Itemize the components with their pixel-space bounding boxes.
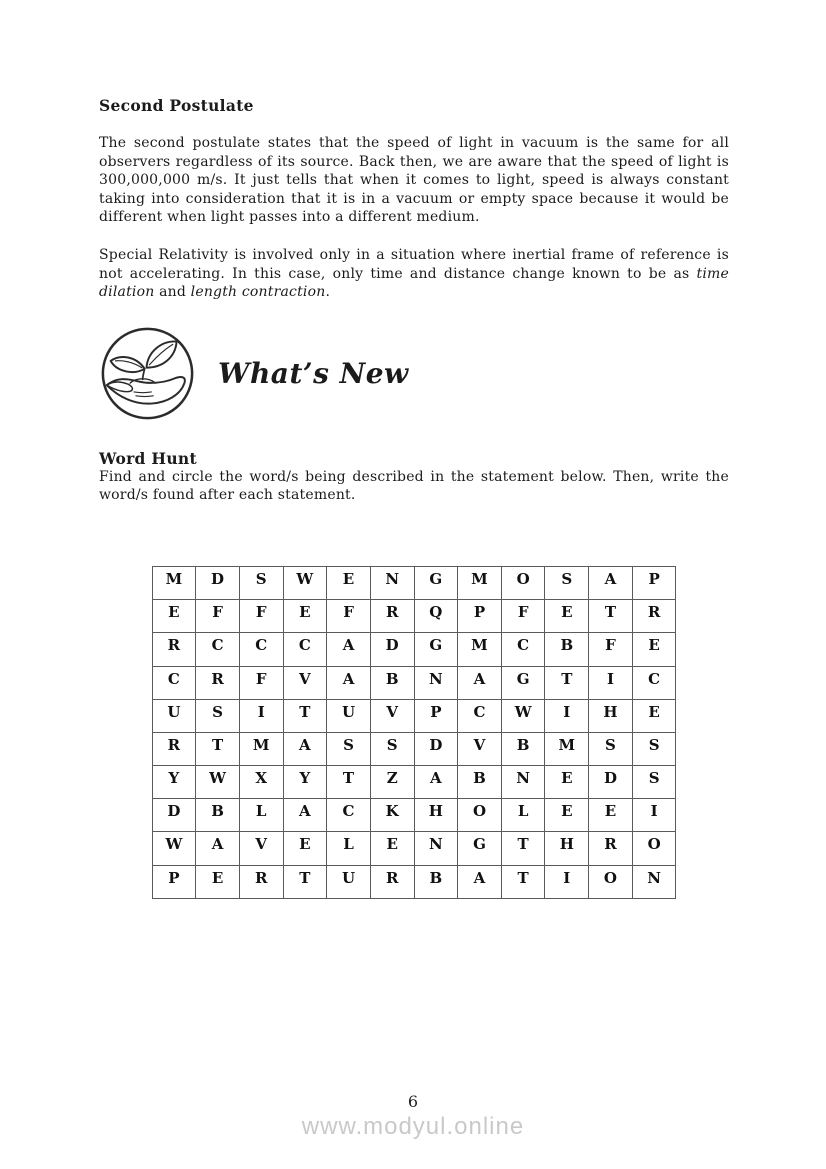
grid-cell: S: [632, 766, 676, 799]
grid-cell: S: [196, 699, 240, 732]
grid-cell: A: [283, 732, 327, 765]
grid-cell: O: [458, 799, 502, 832]
paragraph-text: and: [154, 284, 191, 301]
grid-cell: P: [414, 699, 458, 732]
grid-cell: A: [458, 865, 502, 898]
grid-cell: N: [501, 766, 545, 799]
grid-row: [152, 832, 676, 865]
grid-cell: P: [632, 566, 676, 599]
grid-row: [152, 600, 676, 633]
grid-cell: F: [239, 666, 283, 699]
word-hunt-instructions: Find and circle the word/s being described in the statement below. Then, write the word/s found after each statement.: [99, 468, 729, 504]
whats-new-header: [99, 325, 729, 422]
grid-cell: S: [327, 732, 371, 765]
grid-cell: A: [196, 832, 240, 865]
grid-cell: F: [501, 600, 545, 633]
grid-cell: C: [283, 633, 327, 666]
grid-cell: W: [196, 766, 240, 799]
grid-cell: I: [589, 666, 633, 699]
grid-cell: S: [589, 732, 633, 765]
grid-cell: R: [152, 732, 196, 765]
grid-cell: D: [196, 566, 240, 599]
grid-cell: R: [239, 865, 283, 898]
grid-cell: W: [501, 699, 545, 732]
paragraph-text: .: [325, 284, 331, 301]
grid-cell: T: [501, 832, 545, 865]
grid-cell: V: [458, 732, 502, 765]
grid-cell: O: [501, 566, 545, 599]
grid-cell: T: [589, 600, 633, 633]
grid-cell: F: [327, 600, 371, 633]
grid-cell: C: [152, 666, 196, 699]
grid-cell: F: [589, 633, 633, 666]
grid-row: [152, 799, 676, 832]
grid-cell: A: [458, 666, 502, 699]
grid-cell: X: [239, 766, 283, 799]
grid-cell: P: [458, 600, 502, 633]
paragraph-special-relativity: [99, 246, 729, 302]
grid-row: [152, 865, 676, 898]
grid-cell: C: [458, 699, 502, 732]
grid-cell: F: [196, 600, 240, 633]
grid-cell: U: [152, 699, 196, 732]
grid-cell: M: [458, 633, 502, 666]
grid-cell: M: [152, 566, 196, 599]
grid-cell: R: [370, 865, 414, 898]
grid-cell: B: [196, 799, 240, 832]
grid-cell: N: [414, 832, 458, 865]
grid-cell: E: [545, 766, 589, 799]
grid-cell: U: [327, 699, 371, 732]
grid-cell: V: [370, 699, 414, 732]
grid-cell: M: [545, 732, 589, 765]
grid-cell: W: [152, 832, 196, 865]
grid-cell: L: [239, 799, 283, 832]
grid-cell: S: [545, 566, 589, 599]
grid-cell: B: [414, 865, 458, 898]
italic-term-time-dilation: time dilation: [99, 265, 729, 301]
paragraph-text: Special Relativity is involved only in a situation where inertial frame of reference is not accelerating. In this case, only time and distance change known to be as: [99, 246, 729, 282]
grid-cell: E: [632, 633, 676, 666]
grid-cell: E: [283, 832, 327, 865]
grid-row: [152, 666, 676, 699]
grid-row: [152, 766, 676, 799]
hand-holding-seedling-icon: [99, 325, 196, 422]
word-search-grid: [152, 566, 677, 899]
italic-term-length-contraction: length contraction: [190, 284, 326, 301]
grid-cell: G: [458, 832, 502, 865]
grid-cell: D: [370, 633, 414, 666]
grid-cell: T: [545, 666, 589, 699]
grid-cell: E: [370, 832, 414, 865]
grid-cell: E: [152, 600, 196, 633]
whats-new-title: What’s New: [218, 356, 409, 390]
grid-cell: E: [283, 600, 327, 633]
grid-cell: E: [327, 566, 371, 599]
grid-cell: Y: [152, 766, 196, 799]
grid-cell: N: [370, 566, 414, 599]
grid-cell: G: [501, 666, 545, 699]
grid-cell: B: [545, 633, 589, 666]
grid-cell: A: [283, 799, 327, 832]
grid-cell: D: [414, 732, 458, 765]
section-heading: Second Postulate: [99, 96, 254, 115]
grid-cell: B: [501, 732, 545, 765]
grid-cell: I: [545, 865, 589, 898]
grid-cell: C: [239, 633, 283, 666]
grid-cell: R: [152, 633, 196, 666]
page-number: 6: [407, 1092, 419, 1111]
word-hunt-heading: Word Hunt: [99, 448, 197, 468]
grid-cell: V: [239, 832, 283, 865]
grid-cell: L: [327, 832, 371, 865]
grid-cell: V: [283, 666, 327, 699]
grid-row: [152, 633, 676, 666]
grid-cell: E: [545, 600, 589, 633]
grid-cell: I: [632, 799, 676, 832]
grid-cell: H: [414, 799, 458, 832]
grid-cell: S: [632, 732, 676, 765]
grid-cell: E: [589, 799, 633, 832]
grid-cell: Q: [414, 600, 458, 633]
grid-cell: I: [545, 699, 589, 732]
grid-cell: T: [501, 865, 545, 898]
grid-cell: Z: [370, 766, 414, 799]
grid-cell: N: [632, 865, 676, 898]
grid-cell: R: [589, 832, 633, 865]
grid-cell: T: [196, 732, 240, 765]
grid-cell: M: [458, 566, 502, 599]
grid-cell: H: [545, 832, 589, 865]
grid-cell: C: [327, 799, 371, 832]
grid-cell: T: [283, 865, 327, 898]
grid-cell: C: [196, 633, 240, 666]
grid-cell: D: [152, 799, 196, 832]
grid-row: [152, 699, 676, 732]
grid-cell: R: [196, 666, 240, 699]
grid-cell: T: [283, 699, 327, 732]
grid-cell: B: [370, 666, 414, 699]
grid-cell: A: [327, 633, 371, 666]
grid-cell: O: [589, 865, 633, 898]
grid-cell: G: [414, 633, 458, 666]
grid-row: [152, 566, 676, 599]
grid-cell: F: [239, 600, 283, 633]
grid-cell: L: [501, 799, 545, 832]
grid-cell: K: [370, 799, 414, 832]
grid-cell: G: [414, 566, 458, 599]
grid-cell: E: [632, 699, 676, 732]
page-content: [99, 96, 729, 899]
paragraph-second-postulate: The second postulate states that the speed of light in vacuum is the same for all observers regardless of its source. Back then, we are aware that the speed of light is 300,000,000 m/s. It just tells that when it comes to light, speed is always constant taking into consideration that it is in a vacuum or empty space because it would be different when light passes into a different medium.: [99, 135, 729, 226]
grid-cell: R: [370, 600, 414, 633]
grid-row: [152, 732, 676, 765]
grid-cell: S: [370, 732, 414, 765]
grid-cell: M: [239, 732, 283, 765]
grid-cell: C: [501, 633, 545, 666]
grid-cell: A: [589, 566, 633, 599]
grid-cell: P: [152, 865, 196, 898]
grid-cell: C: [632, 666, 676, 699]
grid-cell: E: [545, 799, 589, 832]
grid-cell: D: [589, 766, 633, 799]
grid-cell: A: [414, 766, 458, 799]
grid-cell: O: [632, 832, 676, 865]
grid-cell: H: [589, 699, 633, 732]
grid-cell: A: [327, 666, 371, 699]
grid-cell: E: [196, 865, 240, 898]
watermark: www.modyul.online: [301, 1113, 525, 1140]
grid-cell: B: [458, 766, 502, 799]
grid-cell: W: [283, 566, 327, 599]
grid-cell: N: [414, 666, 458, 699]
grid-cell: R: [632, 600, 676, 633]
grid-cell: T: [327, 766, 371, 799]
grid-cell: S: [239, 566, 283, 599]
grid-cell: Y: [283, 766, 327, 799]
grid-cell: I: [239, 699, 283, 732]
grid-cell: U: [327, 865, 371, 898]
